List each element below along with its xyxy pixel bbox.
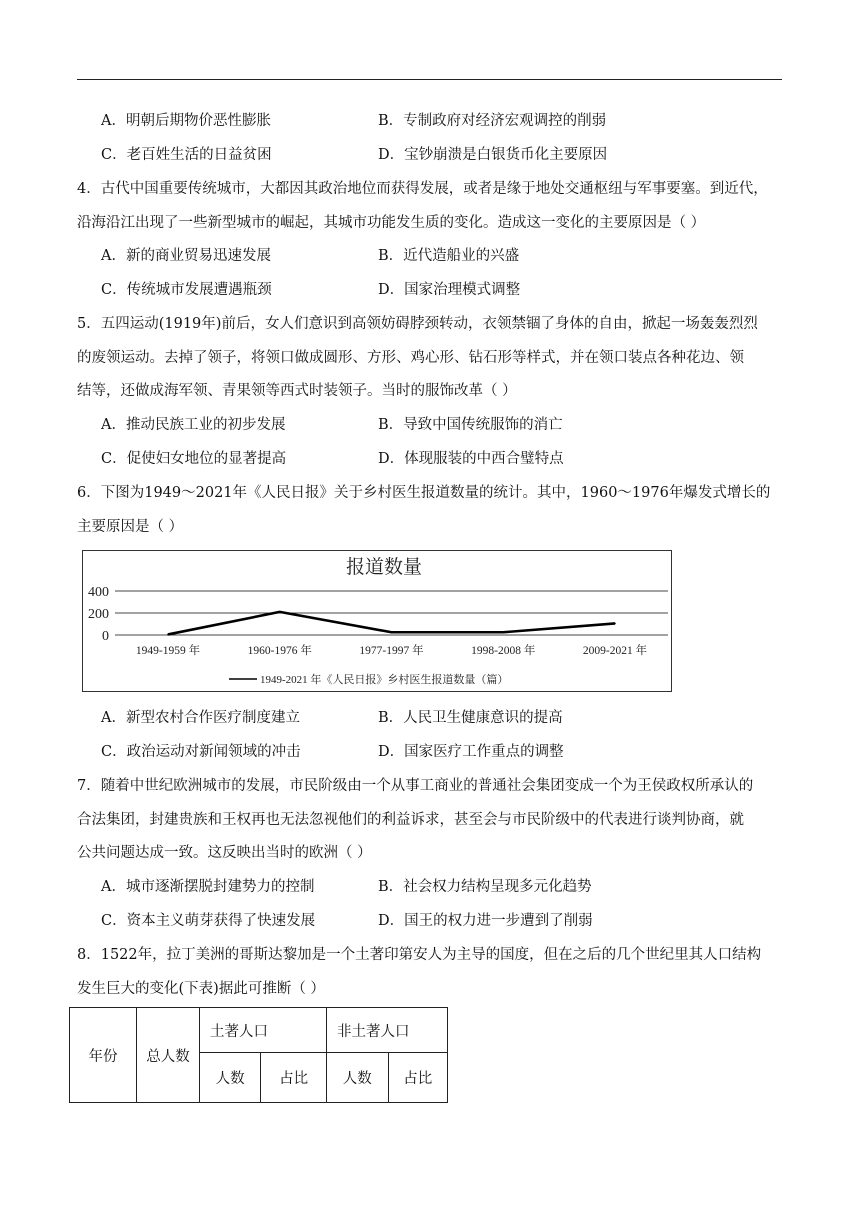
q4-option-c[interactable]: C．传统城市发展遭遇瓶颈 xyxy=(101,282,272,298)
q5-stem-line-3: 结等，还做成海军领、青果领等西式时装领子。当时的服饰改革（ ） xyxy=(77,383,517,399)
q5-option-d[interactable]: D．体现服装的中西合璧特点 xyxy=(378,451,564,467)
q5-stem-line-1: 5．五四运动(1919年)前后，女人们意识到高领妨碍脖颈转动，衣领禁锢了身体的自由，掀起一场轰轰烈烈 xyxy=(77,316,758,332)
q6-stem-line-2: 主要原因是（ ） xyxy=(77,519,184,535)
table-header-year: 年份 xyxy=(70,1008,137,1103)
table-header-total: 总人数 xyxy=(137,1008,200,1103)
chart-title: 报道数量 xyxy=(345,557,423,578)
table-header-native-ratio: 占比 xyxy=(261,1053,327,1103)
q7-stem-line-2: 合法集团，封建贵族和王权再也无法忽视他们的利益诉求，甚至会与市民阶级中的代表进行谈判协商，就 xyxy=(77,812,744,828)
q6-option-c[interactable]: C．政治运动对新闻领域的冲击 xyxy=(101,744,301,760)
series-line xyxy=(168,612,615,635)
data-point xyxy=(502,631,504,633)
q7-option-c[interactable]: C．资本主义萌芽获得了快速发展 xyxy=(101,913,316,929)
x-tick-label: 1949-1959 年 xyxy=(135,645,201,657)
data-point xyxy=(167,634,169,636)
table-header-non-native: 非土著人口 xyxy=(327,1008,448,1053)
legend-label: 1949-2021 年《人民日报》乡村医生报道数量（篇） xyxy=(260,674,509,686)
table-header-nonnative-count: 人数 xyxy=(327,1053,389,1103)
q5-option-b[interactable]: B．导致中国传统服饰的消亡 xyxy=(378,417,563,433)
q5-option-a[interactable]: A．推动民族工业的初步发展 xyxy=(101,417,286,433)
q3-option-b[interactable]: B．专制政府对经济宏观调控的削弱 xyxy=(378,113,607,129)
q6-stem-line-1: 6．下图为1949～2021年《人民日报》关于乡村医生报道数量的统计。其中，1960～1976年爆发式增长的 xyxy=(77,485,771,501)
data-point xyxy=(614,623,616,625)
q6-option-a[interactable]: A．新型农村合作医疗制度建立 xyxy=(101,710,300,726)
q7-option-a[interactable]: A．城市逐渐摆脱封建势力的控制 xyxy=(101,879,315,895)
y-tick-label: 400 xyxy=(88,585,109,600)
y-tick-label: 0 xyxy=(102,629,109,644)
q3-option-c[interactable]: C．老百姓生活的日益贫困 xyxy=(101,147,272,163)
q8-stem-line-2: 发生巨大的变化(下表)据此可推断（ ） xyxy=(77,981,325,997)
q6-option-b[interactable]: B．人民卫生健康意识的提高 xyxy=(378,710,563,726)
q5-option-c[interactable]: C．促使妇女地位的显著提高 xyxy=(101,451,287,467)
x-tick-label: 1998-2008 年 xyxy=(471,645,536,657)
q7-stem-line-1: 7．随着中世纪欧洲城市的发展，市民阶级由一个从事工商业的普通社会集团变成一个为王侯政权所承认的 xyxy=(77,778,754,794)
report-count-chart xyxy=(82,550,672,692)
y-tick-label: 200 xyxy=(88,607,109,622)
q4-option-d[interactable]: D．国家治理模式调整 xyxy=(378,282,521,298)
q7-option-d[interactable]: D．国王的权力进一步遭到了削弱 xyxy=(378,913,593,929)
x-tick-label: 1960-1976 年 xyxy=(247,645,312,657)
q4-option-a[interactable]: A．新的商业贸易迅速发展 xyxy=(101,248,271,264)
q7-option-b[interactable]: B．社会权力结构呈现多元化趋势 xyxy=(378,879,592,895)
q5-stem-line-2: 的废领运动。去掉了领子，将领口做成圆形、方形、鸡心形、钻石形等样式，并在领口装点各种花边、领 xyxy=(77,350,744,366)
q8-stem-line-1: 8．1522年，拉丁美洲的哥斯达黎加是一个土著印第安人为主导的国度，但在之后的几个世纪里其人口结构 xyxy=(77,947,762,963)
q6-option-d[interactable]: D．国家医疗工作重点的调整 xyxy=(378,744,564,760)
table-header-native: 土著人口 xyxy=(200,1008,327,1053)
q3-option-a[interactable]: A．明朝后期物价恶性膨胀 xyxy=(101,113,271,129)
x-tick-label: 1977-1997 年 xyxy=(359,645,424,657)
q7-stem-line-3: 公共问题达成一致。这反映出当时的欧洲（ ） xyxy=(77,845,372,861)
table-header-nonnative-ratio: 占比 xyxy=(388,1053,447,1103)
x-tick-label: 2009-2021 年 xyxy=(582,645,648,657)
population-table xyxy=(69,1007,448,1103)
data-point xyxy=(279,611,281,613)
header-rule xyxy=(77,79,782,80)
q4-stem-line-1: 4．古代中国重要传统城市，大都因其政治地位而获得发展，或者是缘于地处交通枢纽与军事要塞。到近代， xyxy=(77,181,768,197)
chart-svg xyxy=(83,551,670,690)
q3-option-d[interactable]: D．宝钞崩溃是白银货币化主要原因 xyxy=(378,147,608,163)
q4-stem-line-2: 沿海沿江出现了一些新型城市的崛起，其城市功能发生质的变化。造成这一变化的主要原因是（ ） xyxy=(77,215,706,231)
table-header-native-count: 人数 xyxy=(200,1053,261,1103)
data-point xyxy=(391,631,393,633)
q4-option-b[interactable]: B．近代造船业的兴盛 xyxy=(378,248,520,264)
